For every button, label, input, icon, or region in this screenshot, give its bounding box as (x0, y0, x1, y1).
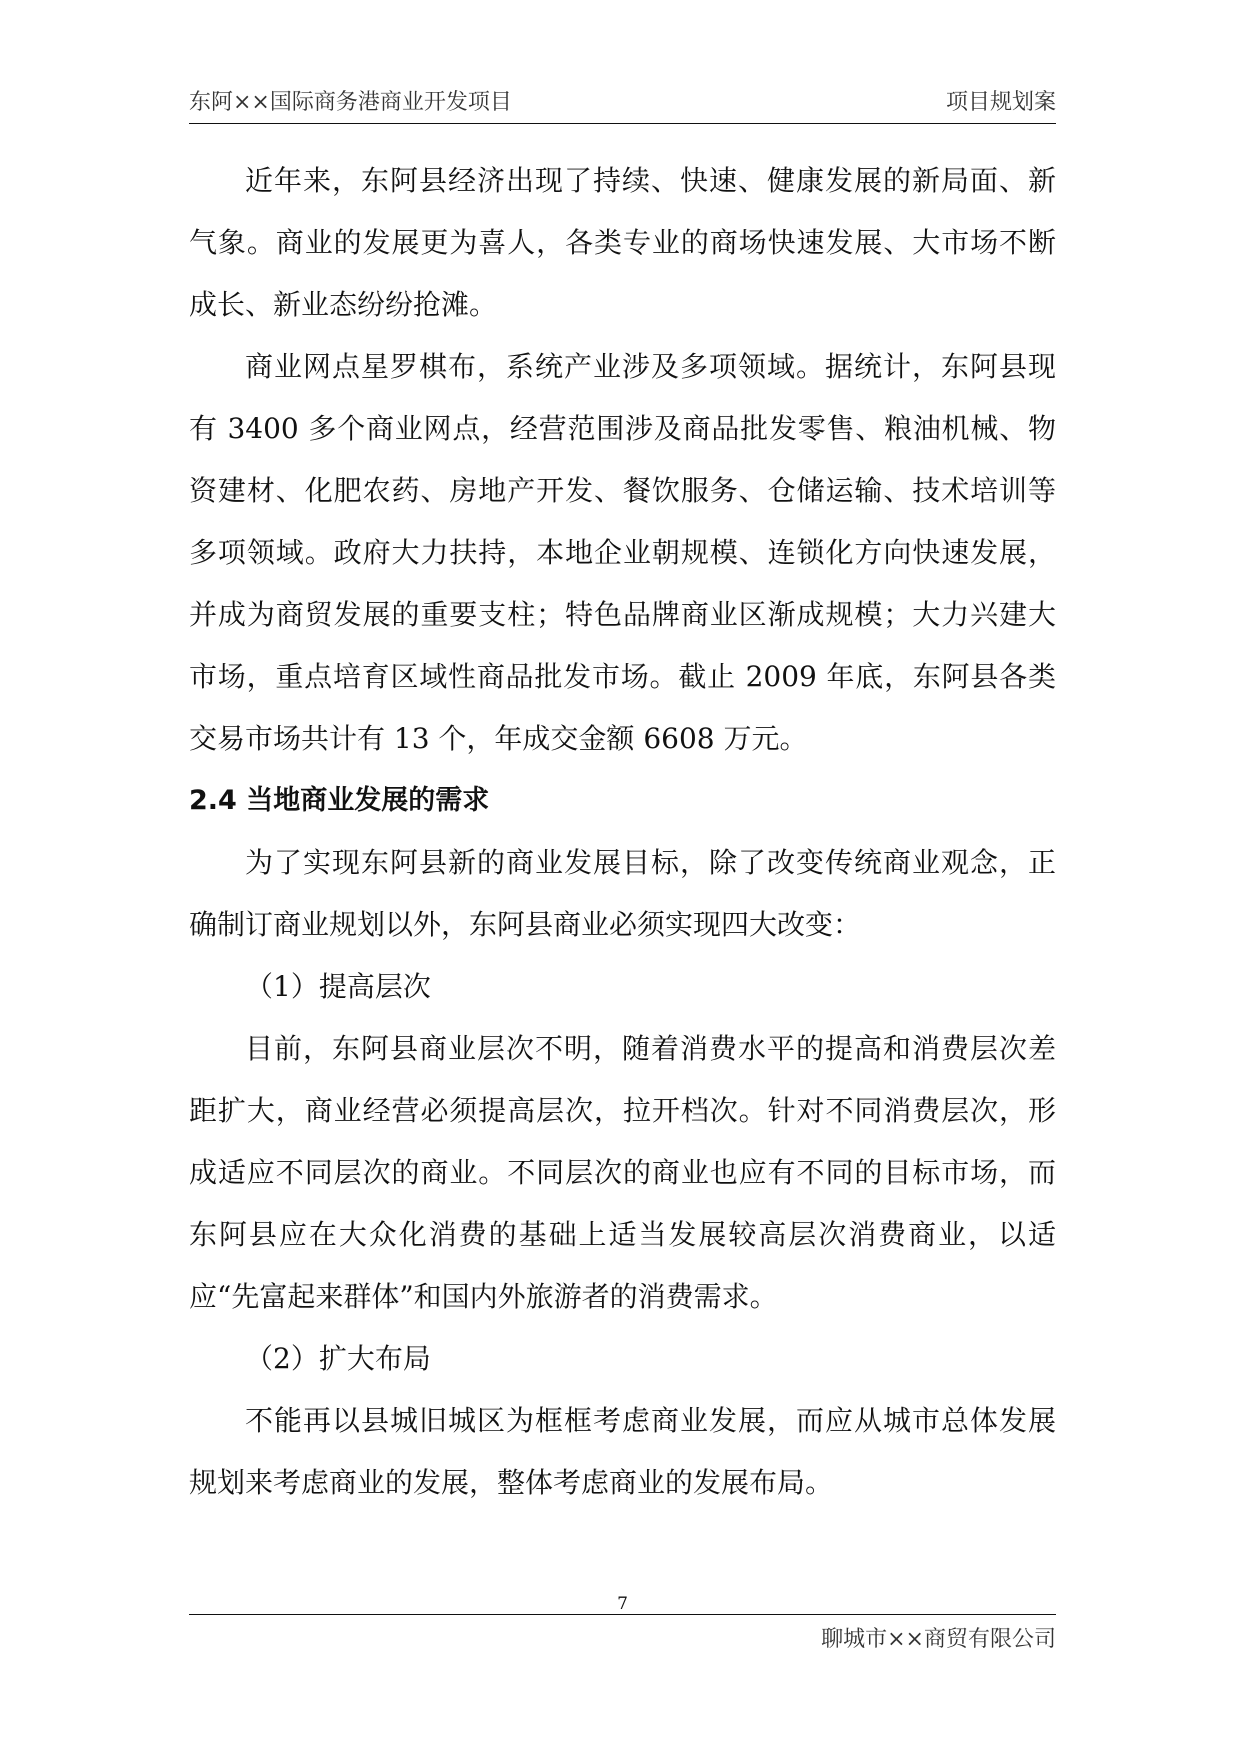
paragraph-commercial-network: 商业网点星罗棋布，系统产业涉及多项领域。据统计，东阿县现有 3400 多个商业网点，经营范围涉及商品批发零售、粮油机械、物资建材、化肥农药、房地产开发、餐饮服务、仓储运输、技术培训等多项领域。政府大力扶持，本地企业朝规模、连锁化方向快速发展，并成为商贸发展的重要支柱；特色品牌商业区渐成规模；大力兴建大市场，重点培育区域性商品批发市场。截止 2009 年底，东阿县各类交易市场共计有 13 个，年成交金额 6608 万元。 (189, 350, 1056, 755)
paragraph-four-changes: 为了实现东阿县新的商业发展目标，除了改变传统商业观念，正确制订商业规划以外，东阿县商业必须实现四大改变： (189, 846, 1056, 941)
list-item-raise-level: （1）提高层次 (245, 970, 431, 1003)
page-header (189, 86, 1056, 122)
document-body (189, 150, 1056, 1514)
footer-divider (189, 1614, 1056, 1615)
header-divider (189, 123, 1056, 124)
header-document-type: 项目规划案 (945, 90, 1056, 115)
header-project-title: 东阿××国际商务港商业开发项目 (189, 90, 512, 115)
section-heading: 2.4 当地商业发展的需求 (189, 785, 490, 816)
paragraph-expand-layout: 不能再以县城旧城区为框框考虑商业发展，而应从城市总体发展规划来考虑商业的发展，整体考虑商业的发展布局。 (189, 1404, 1056, 1499)
paragraph-economy-overview: 近年来，东阿县经济出现了持续、快速、健康发展的新局面、新气象。商业的发展更为喜人，各类专业的商场快速发展、大市场不断成长、新业态纷纷抢滩。 (189, 164, 1056, 321)
footer-company-name: 聊城市××商贸有限公司 (821, 1627, 1056, 1652)
page-number: 7 (617, 1594, 628, 1614)
list-item-expand-layout: （2）扩大布局 (245, 1342, 431, 1375)
paragraph-raise-level: 目前，东阿县商业层次不明，随着消费水平的提高和消费层次差距扩大，商业经营必须提高层次，拉开档次。针对不同消费层次，形成适应不同层次的商业。不同层次的商业也应有不同的目标市场，而东阿县应在大众化消费的基础上适当发展较高层次消费商业，以适应“先富起来群体”和国内外旅游者的消费需求。 (189, 1032, 1056, 1313)
